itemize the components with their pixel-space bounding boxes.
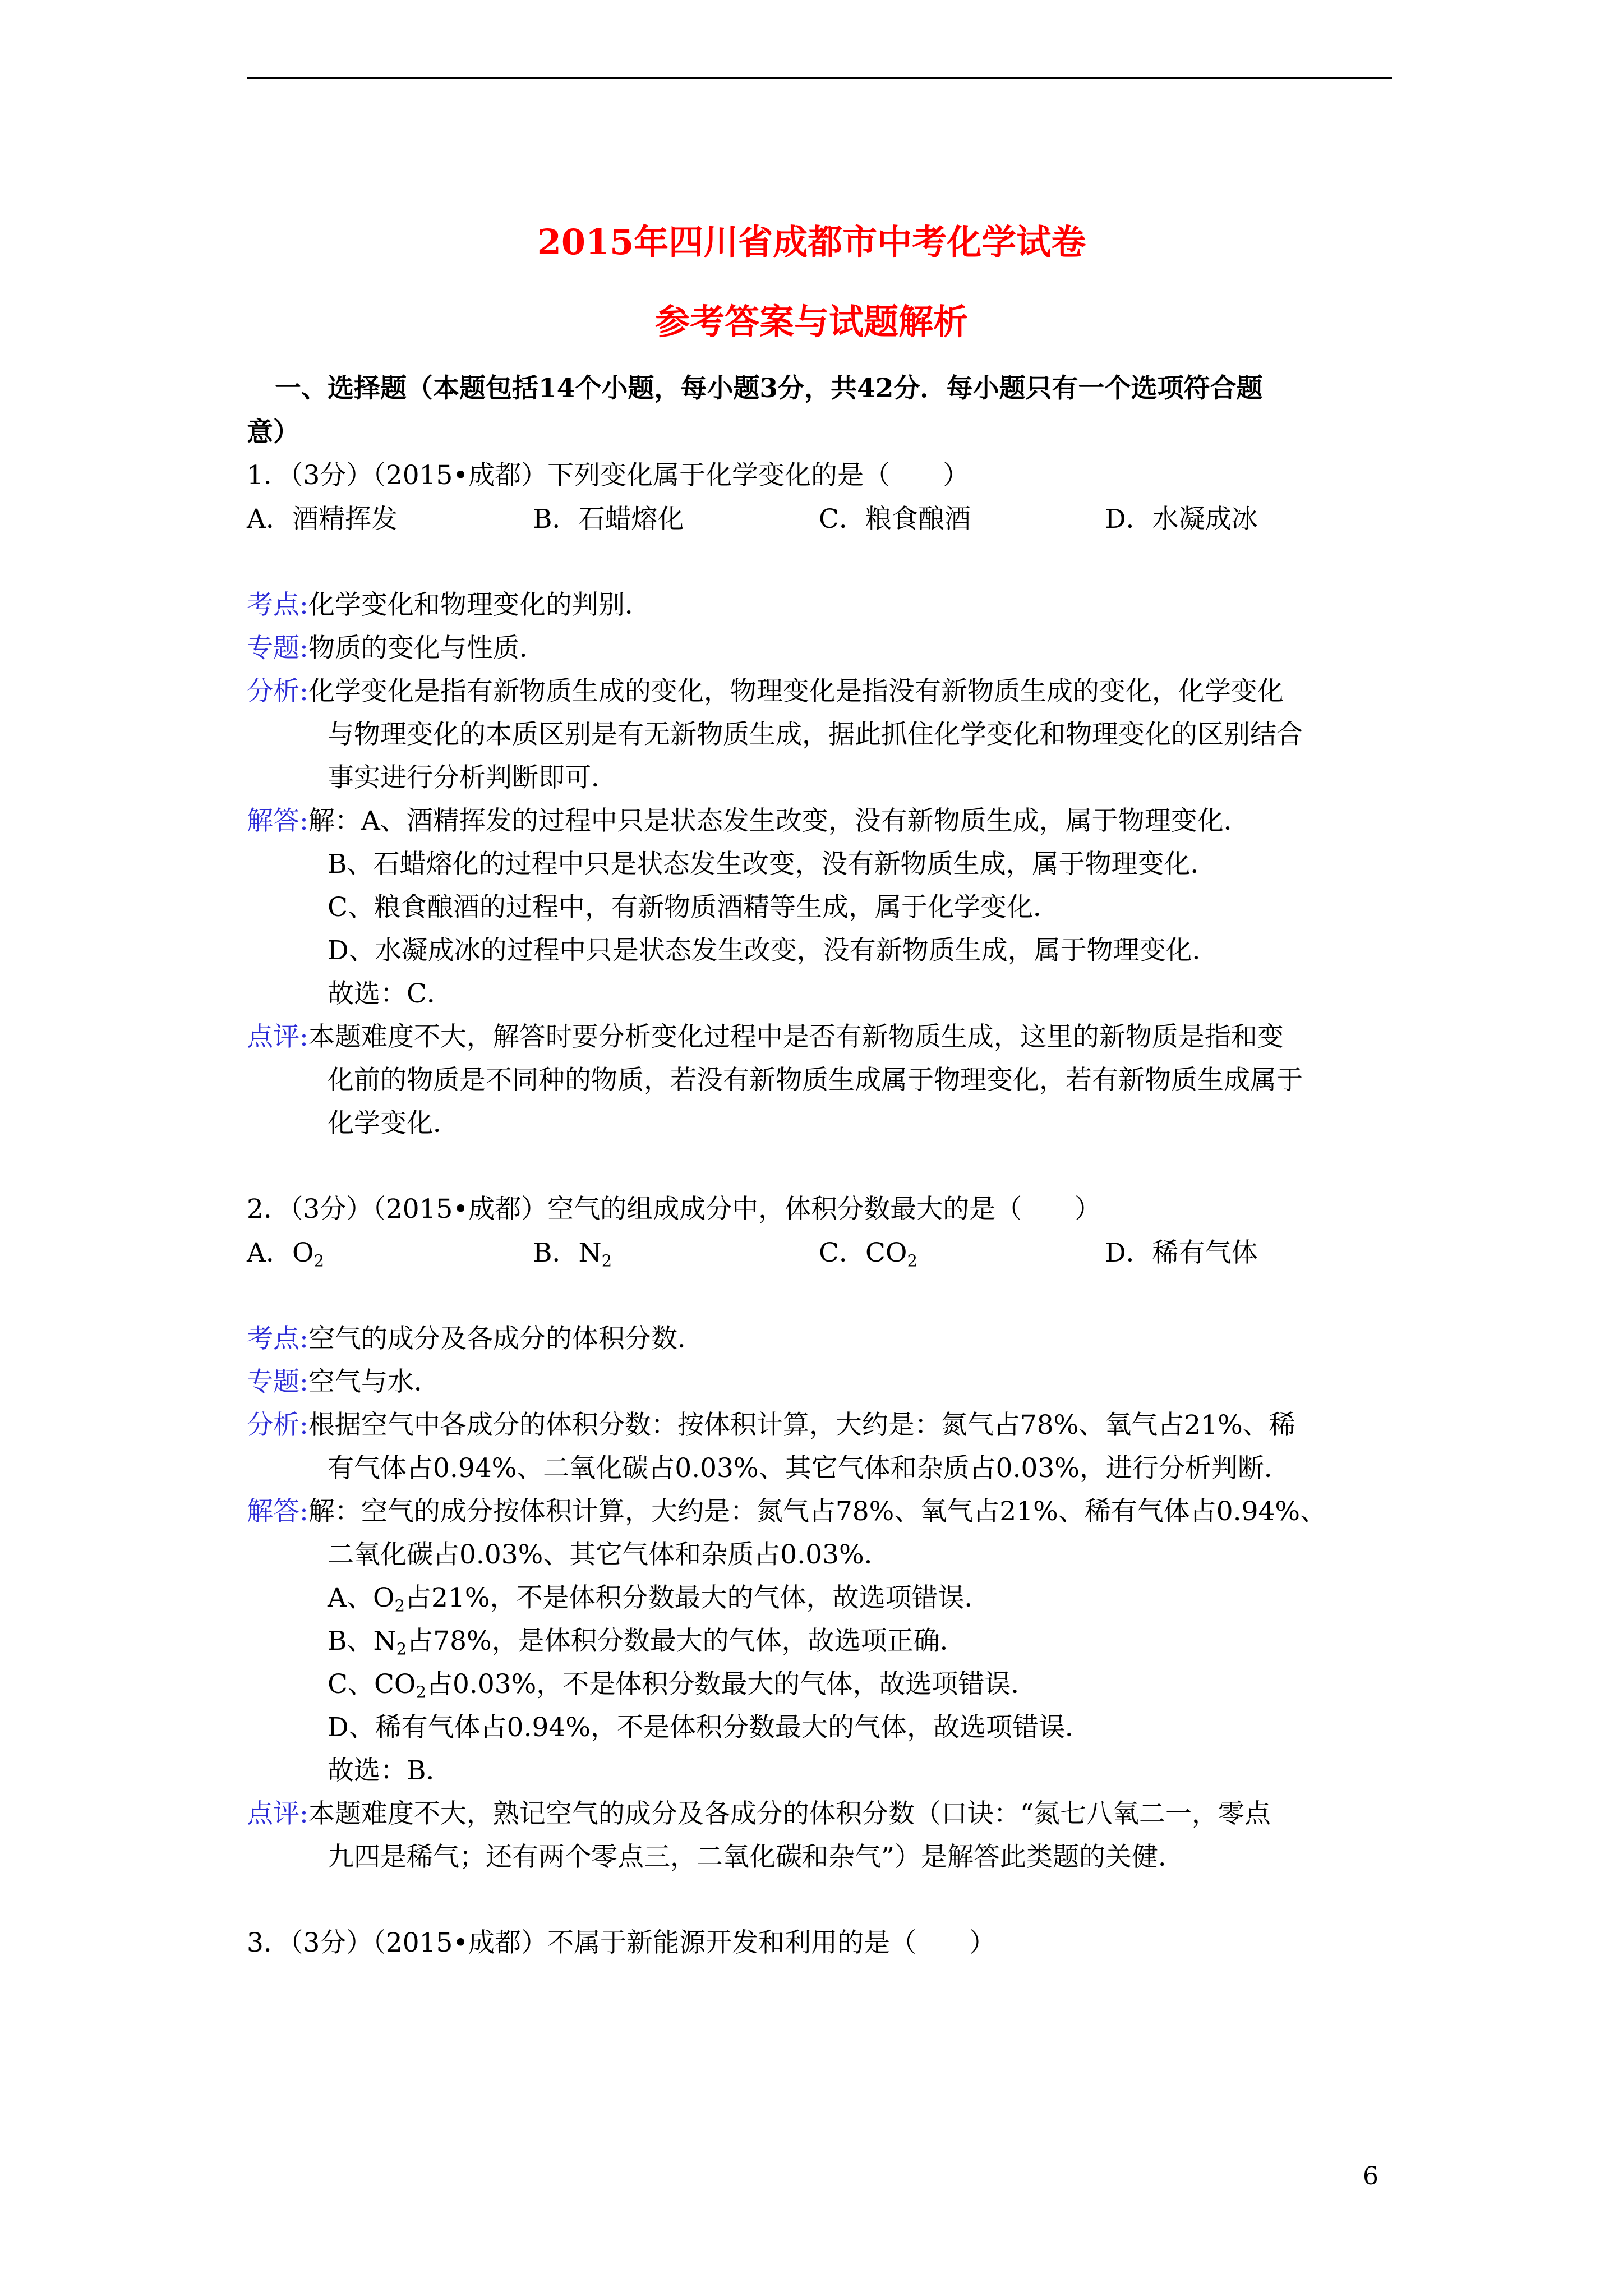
q2-jieda-c-post: 占0.03%，不是体积分数最大的气体，故选项错误．	[426, 1669, 1038, 1700]
q2-jieda-c-pre: C、CO	[328, 1669, 416, 1700]
q2-jieda-b	[328, 1625, 966, 1658]
q1-dianping	[247, 1020, 1284, 1054]
q2-dianping-line1: 本题难度不大，熟记空气的成分及各成分的体积分数（口诀：“氮七八氧二一，零点	[308, 1798, 1271, 1829]
q1-fenxi-line3: 事实进行分析判断即可．	[328, 762, 617, 793]
q1-option-a: A．酒精挥发	[247, 504, 398, 535]
label-fenxi: 分析:	[247, 676, 308, 707]
q2-fenxi-line1: 根据空气中各成分的体积分数：按体积计算，大约是：氮气占78%、氧气占21%、稀	[308, 1410, 1295, 1441]
q2-option-a	[247, 1236, 324, 1270]
label-zhuanti: 专题:	[247, 633, 308, 664]
q1-jieda	[247, 804, 1250, 838]
q2-jieda	[247, 1495, 1326, 1529]
q1-dianping-line1: 本题难度不大，解答时要分析变化过程中是否有新物质生成，这里的新物质是指和变	[308, 1022, 1284, 1052]
q2-jieda-a-sub: 2	[394, 1596, 405, 1616]
q1-fenxi-line2: 与物理变化的本质区别是有无新物质生成，据此抓住化学变化和物理变化的区别结合	[328, 719, 1303, 750]
q2-jieda-a-post: 占21%，不是体积分数最大的气体，故选项错误．	[405, 1582, 991, 1613]
q2-jieda-line1: 解：空气的成分按体积计算，大约是：氮气占78%、氧气占21%、稀有气体占0.94%、	[308, 1496, 1327, 1527]
q2-fenxi-line2: 有气体占0.94%、二氧化碳占0.03%、其它气体和杂质占0.03%，进行分析判断．	[328, 1453, 1290, 1484]
label-kaodian: 考点:	[247, 1323, 308, 1354]
q2-option-c-sub: 2	[907, 1251, 917, 1271]
q1-jieda-line2: B、石蜡熔化的过程中只是状态发生改变，没有新物质生成，属于物理变化．	[328, 849, 1217, 880]
label-dianping: 点评:	[247, 1022, 308, 1052]
q2-zhuanti-text: 空气与水．	[308, 1366, 440, 1397]
section-heading-cont: 意）	[247, 417, 299, 448]
q2-jieda-c-sub: 2	[416, 1682, 426, 1702]
q1-jieda-line3: C、粮食酿酒的过程中，有新物质酒精等生成，属于化学变化．	[328, 892, 1059, 923]
q2-jieda-c	[328, 1668, 1037, 1701]
q2-jieda-line2: 二氧化碳占0.03%、其它气体和杂质占0.03%．	[328, 1539, 891, 1570]
q1-option-d: D．水凝成冰	[1105, 504, 1258, 535]
section-heading: 一、选择题（本题包括14个小题，每小题3分，共42分．每小题只有一个选项符合题	[275, 373, 1263, 404]
q1-dianping-line2: 化前的物质是不同种的物质，若没有新物质生成属于物理变化，若有新物质生成属于	[328, 1065, 1303, 1096]
q1-dianping-line3: 化学变化．	[328, 1108, 459, 1139]
q2-option-b-sub: 2	[601, 1251, 612, 1271]
q2-jieda-b-pre: B、N	[328, 1626, 396, 1657]
q2-jieda-b-post: 占78%，是体积分数最大的气体，故选项正确．	[407, 1626, 966, 1657]
q2-jieda-a-pre: A、O	[328, 1582, 395, 1613]
q2-jieda-answer: 故选：B．	[328, 1755, 453, 1786]
q2-stem: 2．（3分）（2015•成都）空气的组成成分中，体积分数最大的是（ ）	[247, 1194, 1101, 1225]
q1-jieda-line5: 故选：C．	[328, 978, 453, 1009]
page-number: 6	[1363, 2162, 1378, 2191]
q2-dianping-line2: 九四是稀气；还有两个零点三，二氧化碳和杂气”）是解答此类题的关健．	[328, 1842, 1185, 1872]
q3-stem: 3．（3分）（2015•成都）不属于新能源开发和利用的是（ ）	[247, 1927, 996, 1958]
q2-jieda-b-sub: 2	[396, 1639, 407, 1659]
q1-option-b: B．石蜡熔化	[533, 504, 684, 535]
q1-zhuanti	[247, 632, 546, 665]
q1-zhuanti-text: 物质的变化与性质．	[308, 633, 546, 664]
q2-option-d: D．稀有气体	[1105, 1237, 1258, 1268]
page-subtitle: 参考答案与试题解析	[654, 301, 968, 342]
q1-kaodian-text: 化学变化和物理变化的判别．	[308, 590, 651, 620]
label-zhuanti: 专题:	[247, 1366, 308, 1397]
q2-option-a-text: A．O	[247, 1237, 314, 1268]
q2-option-b	[533, 1236, 612, 1270]
q2-jieda-d: D、稀有气体占0.94%，不是体积分数最大的气体，故选项错误．	[328, 1712, 1091, 1743]
q1-fenxi	[247, 675, 1284, 708]
q1-jieda-line4: D、水凝成冰的过程中只是状态发生改变，没有新物质生成，属于物理变化．	[328, 935, 1219, 966]
page-title: 2015年四川省成都市中考化学试卷	[537, 222, 1086, 263]
label-jieda: 解答:	[247, 806, 308, 836]
q1-stem: 1．（3分）（2015•成都）下列变化属于化学变化的是（ ）	[247, 460, 970, 491]
header-rule	[247, 77, 1392, 79]
label-kaodian: 考点:	[247, 590, 308, 620]
q2-option-b-text: B．N	[533, 1237, 602, 1268]
q1-jieda-line1: 解：A、酒精挥发的过程中只是状态发生改变，没有新物质生成，属于物理变化．	[308, 806, 1250, 836]
q2-option-a-sub: 2	[313, 1251, 325, 1271]
q2-option-c-text: C．CO	[819, 1237, 907, 1268]
q1-option-c: C．粮食酿酒	[819, 504, 971, 535]
q2-kaodian-text: 空气的成分及各成分的体积分数．	[308, 1323, 704, 1354]
label-fenxi: 分析:	[247, 1410, 308, 1441]
q2-kaodian	[247, 1322, 704, 1356]
label-dianping: 点评:	[247, 1798, 308, 1829]
q2-option-c	[819, 1236, 917, 1270]
label-jieda: 解答:	[247, 1496, 308, 1527]
q1-kaodian	[247, 588, 651, 622]
q1-fenxi-line1: 化学变化是指有新物质生成的变化，物理变化是指没有新物质生成的变化，化学变化	[308, 676, 1284, 707]
q2-fenxi	[247, 1409, 1295, 1442]
q2-zhuanti	[247, 1365, 440, 1399]
q2-dianping	[247, 1797, 1271, 1831]
q2-jieda-a	[328, 1581, 990, 1615]
